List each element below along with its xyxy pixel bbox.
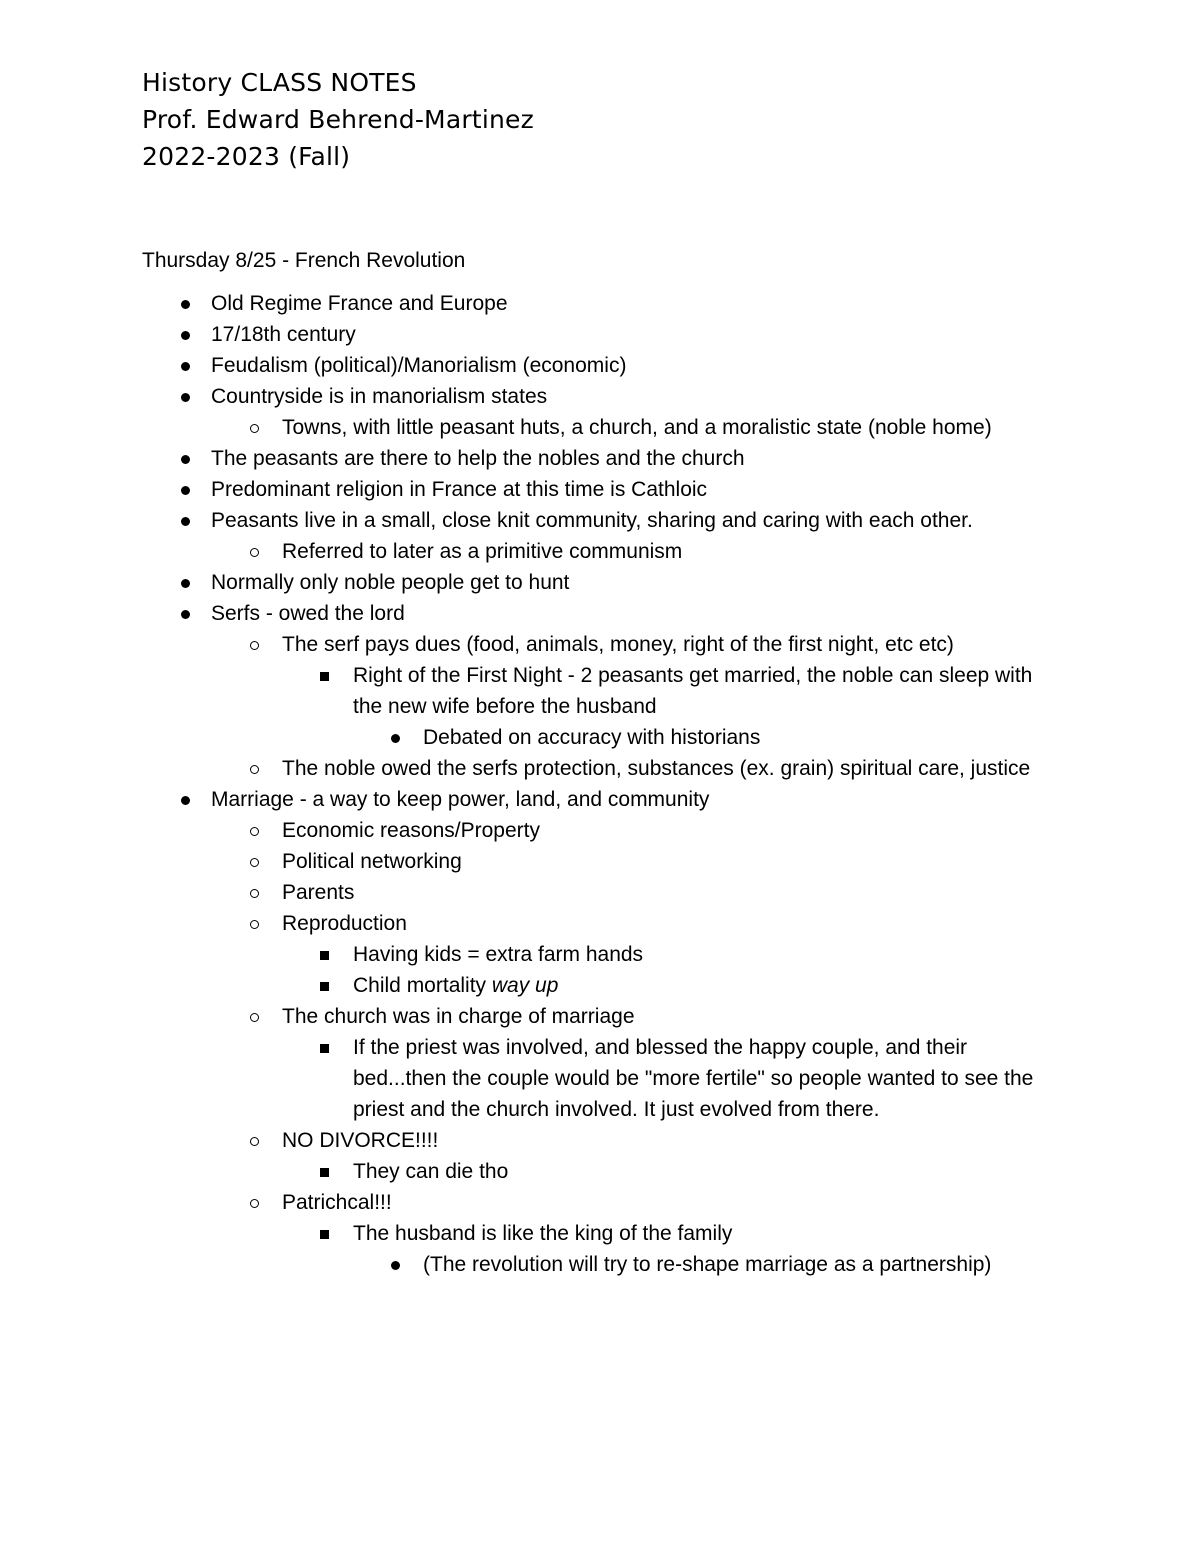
bullet-circle-icon [249, 877, 263, 908]
list-item [0, 381, 1200, 412]
list-item-text: Debated on accuracy with historians [423, 726, 761, 749]
list-item [0, 443, 1200, 474]
list-item-text: The serf pays dues (food, animals, money, right of the first night, etc etc) [282, 633, 954, 656]
bullet-disc-icon [179, 381, 193, 412]
list-item [0, 908, 1200, 939]
list-item [0, 1218, 1200, 1249]
list-item-text: If the priest was involved, and blessed the happy couple, and their bed...then the couple would be "more fertile" so people wanted to see the priest and the church involved. It just evolved from there. [353, 1036, 1034, 1121]
list-item-text: Marriage - a way to keep power, land, and community [211, 788, 710, 811]
list-item-text: Parents [282, 881, 355, 904]
list-item-text: Having kids = extra farm hands [353, 943, 644, 966]
list-item [0, 1125, 1200, 1156]
bullet-square-icon [318, 1156, 332, 1187]
document-title: History CLASS NOTES [142, 68, 417, 97]
list-item [0, 629, 1200, 660]
professor-name: Prof. Edward Behrend-Martinez [142, 105, 534, 134]
bullet-disc-icon [179, 319, 193, 350]
list-item-text-plain: Child mortality [353, 974, 492, 997]
bullet-disc-icon [179, 474, 193, 505]
list-item-text: Economic reasons/Property [282, 819, 540, 842]
section-heading: Thursday 8/25 - French Revolution [142, 249, 466, 272]
bullet-circle-icon [249, 629, 263, 660]
list-item [0, 505, 1200, 536]
bullet-circle-icon [249, 908, 263, 939]
bullet-disc-icon [179, 288, 193, 319]
bullet-disc-icon [179, 443, 193, 474]
bullet-circle-icon [249, 846, 263, 877]
bullet-disc-icon [179, 505, 193, 536]
list-item-text: They can die tho [353, 1160, 509, 1183]
list-item [0, 939, 1200, 970]
bullet-circle-icon [249, 1125, 263, 1156]
bullet-disc-icon [389, 1249, 403, 1280]
list-item [0, 1249, 1200, 1280]
bullet-square-icon [318, 939, 332, 970]
bullet-disc-icon [389, 722, 403, 753]
bullet-disc-icon [179, 784, 193, 815]
list-item [0, 753, 1200, 784]
bullet-circle-icon [249, 753, 263, 784]
list-item-text: 17/18th century [211, 323, 356, 346]
list-item [0, 350, 1200, 381]
list-item [0, 784, 1200, 815]
list-item-text-italic: way up [491, 974, 559, 997]
list-item [0, 567, 1200, 598]
bullet-square-icon [318, 1218, 332, 1249]
list-item-text: Reproduction [282, 912, 407, 935]
bullet-circle-icon [249, 1001, 263, 1032]
bullet-circle-icon [249, 536, 263, 567]
list-item-text: Feudalism (political)/Manorialism (economic) [211, 354, 627, 377]
bullet-square-icon [318, 1032, 332, 1063]
list-item-text: Towns, with little peasant huts, a church, and a moralistic state (noble home) [282, 416, 992, 439]
list-item-text: Right of the First Night - 2 peasants get married, the noble can sleep with the new wife before the husband [353, 664, 1033, 718]
list-item-text [353, 970, 1053, 1001]
list-item-text: Political networking [282, 850, 462, 873]
list-item [0, 1001, 1200, 1032]
list-item [0, 598, 1200, 629]
list-item-text: The peasants are there to help the nobles and the church [211, 447, 745, 470]
list-item-text: The husband is like the king of the family [353, 1222, 733, 1245]
list-item [0, 474, 1200, 505]
list-item-text: Old Regime France and Europe [211, 292, 508, 315]
list-item-text: NO DIVORCE!!!! [282, 1129, 439, 1152]
bullet-disc-icon [179, 350, 193, 381]
document-header [142, 64, 534, 175]
list-item [0, 877, 1200, 908]
bullet-disc-icon [179, 567, 193, 598]
bullet-circle-icon [249, 1187, 263, 1218]
bullet-square-icon [318, 970, 332, 1001]
bullet-circle-icon [249, 815, 263, 846]
list-item [0, 1032, 1200, 1125]
list-item-text: Patrichcal!!! [282, 1191, 392, 1214]
list-item-text: (The revolution will try to re-shape marriage as a partnership) [423, 1253, 992, 1276]
list-item-text: The noble owed the serfs protection, substances (ex. grain) spiritual care, justice [282, 757, 1031, 780]
list-item-text: Serfs - owed the lord [211, 602, 405, 625]
list-item [0, 970, 1200, 1001]
list-item [0, 319, 1200, 350]
bullet-square-icon [318, 660, 332, 691]
notes-list [0, 288, 1200, 1280]
list-item [0, 536, 1200, 567]
list-item [0, 412, 1200, 443]
list-item [0, 846, 1200, 877]
bullet-circle-icon [249, 412, 263, 443]
list-item-text: The church was in charge of marriage [282, 1005, 635, 1028]
bullet-disc-icon [179, 598, 193, 629]
list-item [0, 815, 1200, 846]
list-item [0, 722, 1200, 753]
list-item [0, 660, 1200, 722]
list-item-text: Normally only noble people get to hunt [211, 571, 570, 594]
list-item [0, 1156, 1200, 1187]
list-item-text: Countryside is in manorialism states [211, 385, 548, 408]
list-item [0, 1187, 1200, 1218]
list-item-text: Referred to later as a primitive communism [282, 540, 683, 563]
list-item [0, 288, 1200, 319]
term: 2022-2023 (Fall) [142, 142, 351, 171]
list-item-text: Predominant religion in France at this time is Cathloic [211, 478, 708, 501]
list-item-text: Peasants live in a small, close knit community, sharing and caring with each other. [211, 509, 973, 532]
